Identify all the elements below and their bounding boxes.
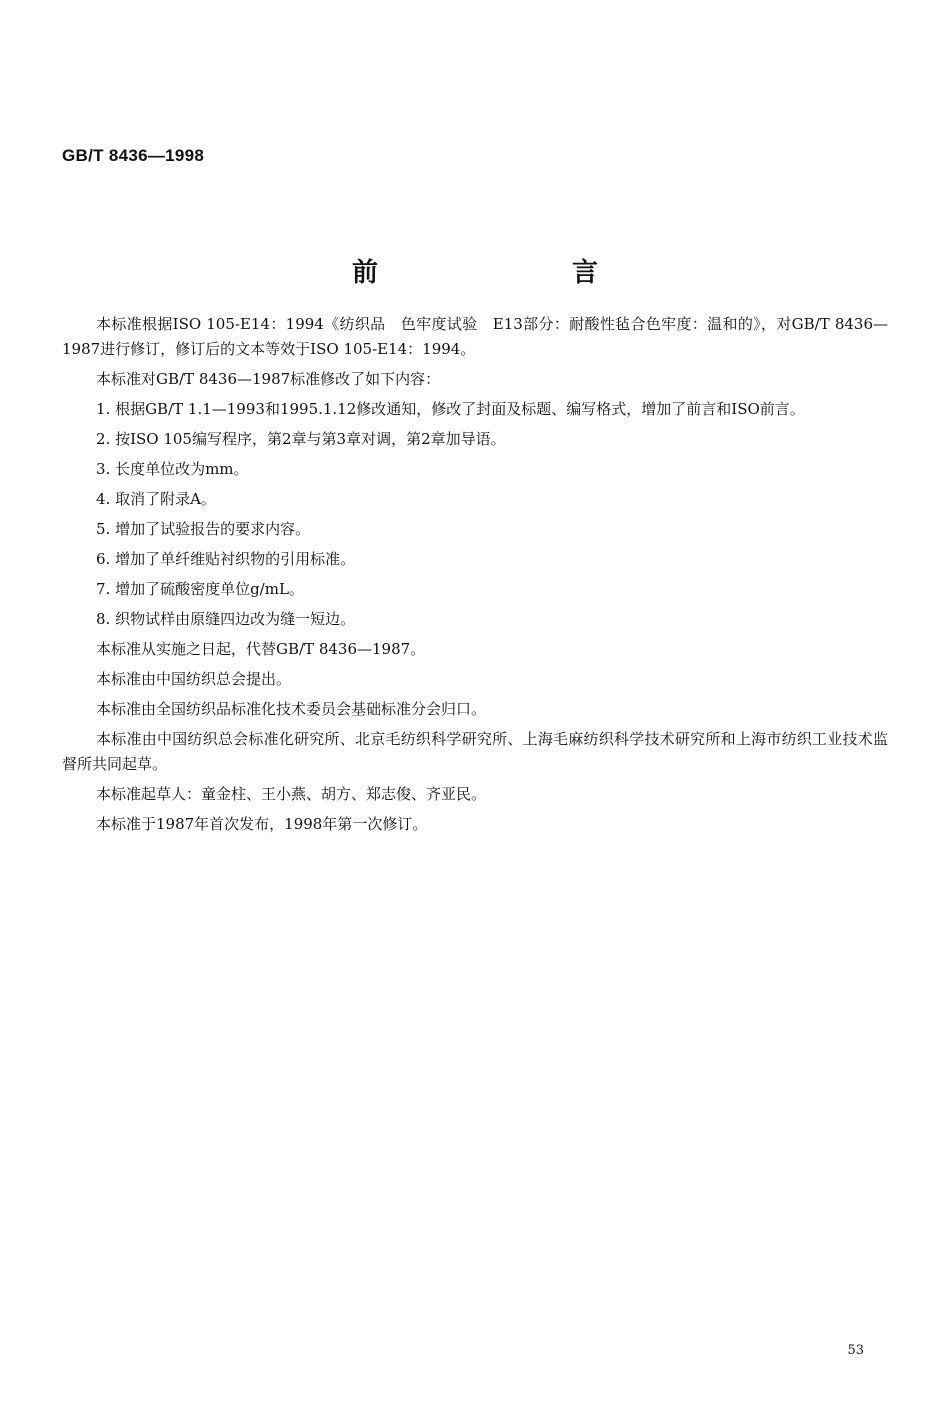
page-title: 前 言: [351, 258, 682, 288]
paragraph-drafters: 本标准起草人：童金柱、王小燕、胡方、郑志俊、齐亚民。: [96, 785, 487, 803]
change-item-2: 2. 按ISO 105编写程序，第2章与第3章对调，第2章加导语。: [96, 430, 506, 448]
change-item-3: 3. 长度单位改为mm。: [96, 460, 249, 478]
change-item-4: 4. 取消了附录A。: [96, 490, 216, 508]
paragraph-publication-history: 本标准于1987年首次发布，1998年第一次修订。: [96, 815, 428, 833]
page-number: 53: [847, 1343, 864, 1358]
standard-code-header: GB/T 8436—1998: [62, 146, 205, 165]
paragraph-basis: 本标准根据ISO 105-E14：1994《纺织品 色牢度试验 E13部分：耐酸性毡合色牢度：温和的》，对GB/T 8436—1987进行修订，修订后的文本等效于ISO 105-E14：1994。: [62, 315, 888, 358]
preface-body: [62, 312, 888, 842]
change-item-5: 5. 增加了试验报告的要求内容。: [96, 520, 311, 538]
paragraph-administered-by: 本标准由全国纺织品标准化技术委员会基础标准分会归口。: [96, 700, 487, 718]
change-item-7: 7. 增加了硫酸密度单位g/mL。: [96, 580, 304, 598]
change-item-8: 8. 织物试样由原缝四边改为缝一短边。: [96, 610, 356, 628]
change-item-1: 1. 根据GB/T 1.1—1993和1995.1.12修改通知，修改了封面及标题、编写格式，增加了前言和ISO前言。: [96, 400, 805, 418]
paragraph-changes-intro: 本标准对GB/T 8436—1987标准修改了如下内容：: [96, 370, 441, 388]
paragraph-proposed-by: 本标准由中国纺织总会提出。: [96, 670, 292, 688]
paragraph-replaces: 本标准从实施之日起，代替GB/T 8436—1987。: [96, 640, 426, 658]
paragraph-drafted-by-orgs: 本标准由中国纺织总会标准化研究所、北京毛纺织科学研究所、上海毛麻纺织科学技术研究所和上海市纺织工业技术监督所共同起草。: [62, 730, 888, 773]
change-item-6: 6. 增加了单纤维贴衬织物的引用标准。: [96, 550, 356, 568]
